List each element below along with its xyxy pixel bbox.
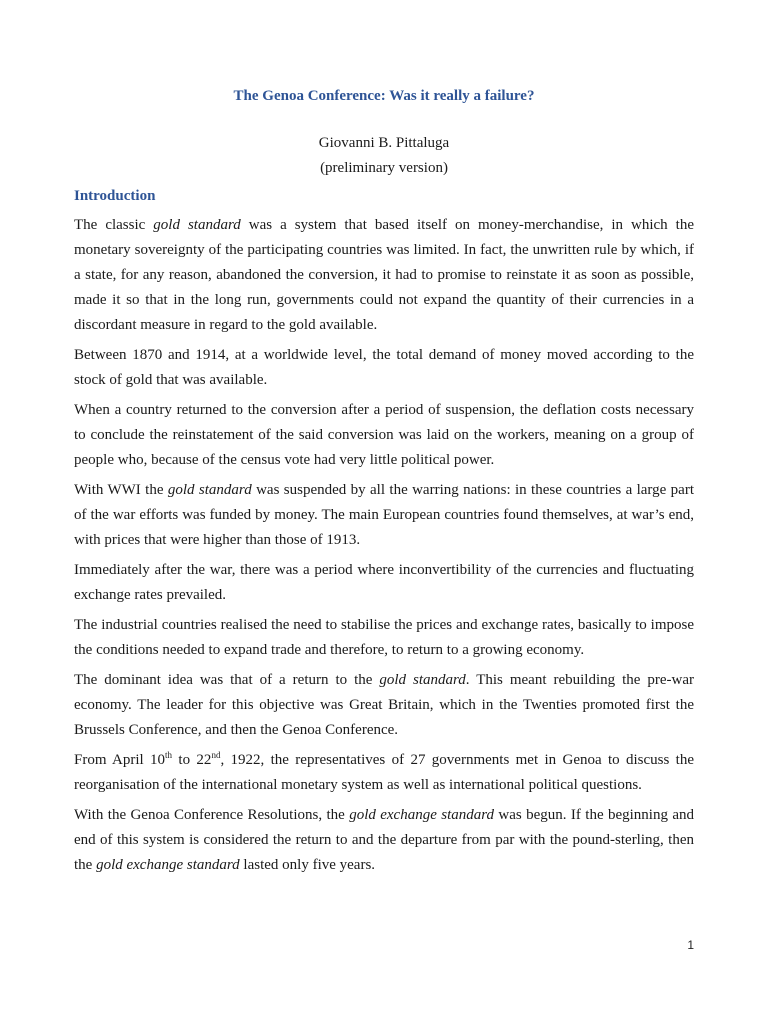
text-run: was a system that based itself on money-merchandise, in which the monetary sovereignty of the participating countries was limited. In fact, the unwritten rule by which, if a state, for any reason, abandoned the conversion, it had to promise to reinstate it as soon as possible, made it so that in the long run, governments could not expand the quantity of their currencies in a discordant measure in regard to the gold available. (74, 217, 694, 333)
text-run: was suspended by all the warring nations: in these countries a large part of the war efforts was funded by money. The main European countries found themselves, at war’s end, with prices that were higher than those of 1913. (74, 482, 695, 548)
italic-term: gold standard (167, 482, 252, 498)
text-run: With the Genoa Conference Resolutions, the (74, 807, 350, 823)
italic-term: gold standard (379, 672, 466, 688)
italic-term: gold exchange standard (96, 857, 240, 873)
version-note: (preliminary version) (320, 160, 448, 176)
text-run: From April 10 (74, 752, 166, 768)
text-run: With WWI the (74, 482, 168, 498)
ordinal-suffix: th (165, 750, 173, 760)
text-run: to 22 (172, 752, 212, 768)
paragraph-8 (74, 748, 694, 798)
author-name: Giovanni B. Pittaluga (318, 135, 450, 151)
text-run: The dominant idea was that of a return to the (74, 672, 380, 688)
ordinal-suffix: nd (211, 750, 221, 760)
italic-term: gold exchange standard (349, 807, 495, 823)
text-run: , 1922, the representatives of 27 governments met in Genoa to discuss the reorganisation of the international monetary system as well as international political questions. (74, 752, 695, 793)
text-run: lasted only five years. (239, 857, 376, 873)
paragraph-3: When a country returned to the conversion after a period of suspension, the deflation costs necessary to conclude the reinstatement of the said conversion was laid on the workers, meaning on a group of people who, because of the census vote had very little political power. (74, 402, 694, 468)
section-heading-introduction: Introduction (74, 188, 156, 204)
italic-term: gold standard (153, 217, 241, 233)
paragraph-5: Immediately after the war, there was a period where inconvertibility of the currencies and fluctuating exchange rates prevailed. (74, 562, 694, 603)
paragraph-1 (74, 213, 694, 338)
paragraph-4 (74, 478, 694, 553)
paragraph-7 (74, 668, 694, 743)
paragraph-2: Between 1870 and 1914, at a worldwide level, the total demand of money moved according to the stock of gold that was available. (74, 347, 694, 388)
paragraph-9 (74, 803, 694, 878)
text-run: was begun. If the beginning and end of this system is considered the return to and the departure from par with the pound-sterling, then the (74, 807, 695, 873)
page-number: 1 (687, 938, 694, 952)
paragraph-6: The industrial countries realised the need to stabilise the prices and exchange rates, basically to impose the conditions needed to expand trade and therefore, to return to a growing economy. (74, 617, 694, 658)
text-run: The classic (74, 217, 154, 233)
text-run: . This meant rebuilding the pre-war economy. The leader for this objective was Great Britain, which in the Twenties promoted first the Brussels Conference, and then the Genoa Conference. (74, 672, 694, 738)
document-title: The Genoa Conference: Was it really a failure? (233, 88, 535, 104)
